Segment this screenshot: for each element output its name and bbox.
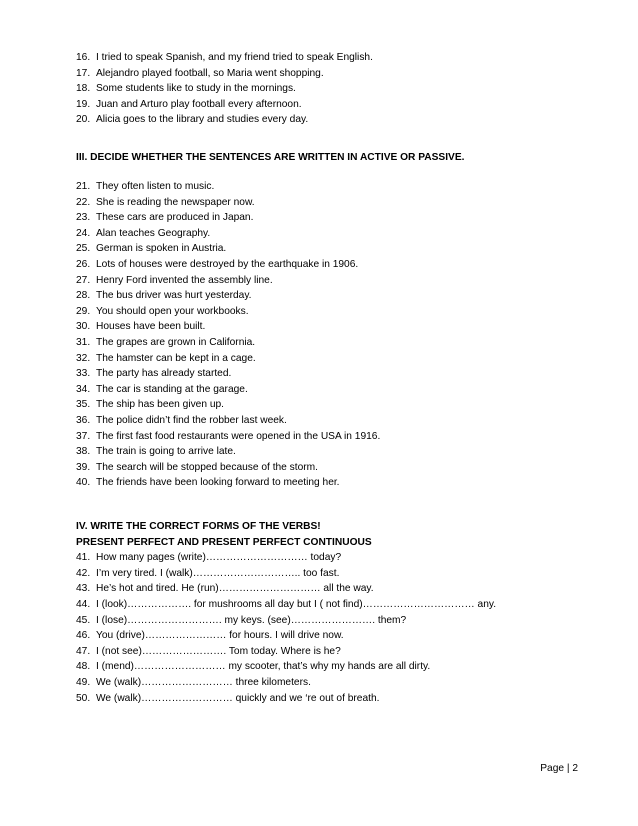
item-text: The ship has been given up. xyxy=(96,399,225,411)
item-text: You should open your workbooks. xyxy=(96,305,249,317)
item-number: 22. xyxy=(76,196,91,208)
list-item xyxy=(76,644,596,660)
item-text: Alejandro played football, so Maria went shopping. xyxy=(96,67,324,79)
item-text: The hamster can be kept in a cage. xyxy=(96,352,256,364)
item-text: The first fast food restaurants were opened in the USA in 1916. xyxy=(96,430,381,442)
list-item xyxy=(76,304,596,320)
item-text: German is spoken in Austria. xyxy=(96,243,227,255)
item-text: How many pages (write)………………………… today? xyxy=(96,552,342,564)
section-heading-active-passive: III. DECIDE WHETHER THE SENTENCES ARE WRITTEN IN ACTIVE OR PASSIVE. xyxy=(76,152,465,163)
item-number: 35. xyxy=(76,399,91,411)
item-text: We (walk)……………………… three kilometers. xyxy=(96,676,311,688)
list-item xyxy=(76,429,596,445)
list-item xyxy=(76,475,596,491)
item-number: 19. xyxy=(76,98,91,110)
item-number: 34. xyxy=(76,383,91,395)
list-item xyxy=(76,50,596,66)
item-text: The car is standing at the garage. xyxy=(96,383,248,395)
list-item xyxy=(76,226,596,242)
item-number: 27. xyxy=(76,274,91,286)
item-number: 26. xyxy=(76,258,91,270)
list-item xyxy=(76,581,596,597)
item-number: 37. xyxy=(76,430,91,442)
item-number: 40. xyxy=(76,477,91,489)
list-item xyxy=(76,628,596,644)
section-heading-verb-forms: IV. WRITE THE CORRECT FORMS OF THE VERBS! xyxy=(76,521,321,532)
item-number: 49. xyxy=(76,676,91,688)
item-number: 24. xyxy=(76,227,91,239)
list-item xyxy=(76,97,596,113)
item-text: Juan and Arturo play football every afternoon. xyxy=(96,98,302,110)
item-number: 50. xyxy=(76,692,91,704)
item-text: The bus driver was hurt yesterday. xyxy=(96,290,252,302)
item-text: I tried to speak Spanish, and my friend tried to speak English. xyxy=(96,52,373,63)
list-item xyxy=(76,273,596,289)
item-number: 25. xyxy=(76,243,91,255)
item-text: Houses have been built. xyxy=(96,321,206,333)
item-text: Henry Ford invented the assembly line. xyxy=(96,274,273,286)
list-item xyxy=(76,351,596,367)
item-text: The train is going to arrive late. xyxy=(96,446,236,458)
item-number: 32. xyxy=(76,352,91,364)
list-item xyxy=(76,81,596,97)
list-item xyxy=(76,659,596,675)
page-number-footer: Page | 2 xyxy=(540,763,578,774)
list-item xyxy=(76,413,596,429)
item-number: 29. xyxy=(76,305,91,317)
list-item xyxy=(76,460,596,476)
item-number: 30. xyxy=(76,321,91,333)
item-number: 33. xyxy=(76,368,91,380)
item-number: 42. xyxy=(76,567,91,579)
item-number: 17. xyxy=(76,67,91,79)
item-number: 39. xyxy=(76,461,91,473)
section-subheading-tenses: PRESENT PERFECT AND PRESENT PERFECT CONTINUOUS xyxy=(76,536,372,548)
list-item xyxy=(76,382,596,398)
item-text: The police didn’t find the robber last week. xyxy=(96,414,287,426)
list-item xyxy=(76,195,596,211)
list-item xyxy=(76,566,596,582)
list-item xyxy=(76,397,596,413)
list-item xyxy=(76,597,596,613)
list-item xyxy=(76,366,596,382)
item-number: 41. xyxy=(76,552,91,564)
item-number: 21. xyxy=(76,181,91,192)
item-number: 38. xyxy=(76,446,91,458)
list-item xyxy=(76,550,596,566)
item-text: The party has already started. xyxy=(96,368,232,380)
item-text: I (lose)………………………. my keys. (see)……………………. them? xyxy=(96,614,407,626)
list-item xyxy=(76,241,596,257)
item-number: 18. xyxy=(76,83,91,95)
item-text: Lots of houses were destroyed by the earthquake in 1906. xyxy=(96,258,359,270)
list-item xyxy=(76,691,596,707)
item-text: Alan teaches Geography. xyxy=(96,227,211,239)
item-number: 16. xyxy=(76,52,91,63)
item-text: Some students like to study in the mornings. xyxy=(96,83,296,95)
exercise-list-verb-forms xyxy=(76,519,596,706)
list-item xyxy=(76,210,596,226)
item-text: You (drive)…………………… for hours. I will drive now. xyxy=(96,630,344,642)
item-text: They often listen to music. xyxy=(96,181,215,192)
exercise-list-continued xyxy=(76,50,596,128)
item-number: 48. xyxy=(76,661,91,673)
item-number: 20. xyxy=(76,114,91,126)
item-number: 44. xyxy=(76,598,91,610)
item-number: 28. xyxy=(76,290,91,302)
item-text: I (mend)……………………… my scooter, that’s why my hands are all dirty. xyxy=(96,661,431,673)
item-text: He’s hot and tired. He (run)………………………… all the way. xyxy=(96,583,374,595)
list-item xyxy=(76,66,596,82)
item-number: 43. xyxy=(76,583,91,595)
item-text: The friends have been looking forward to meeting her. xyxy=(96,477,340,489)
list-item xyxy=(76,675,596,691)
item-number: 45. xyxy=(76,614,91,626)
item-text: The search will be stopped because of the storm. xyxy=(96,461,318,473)
item-number: 46. xyxy=(76,630,91,642)
item-text: These cars are produced in Japan. xyxy=(96,212,254,224)
list-item xyxy=(76,319,596,335)
list-item xyxy=(76,112,596,128)
list-item xyxy=(76,257,596,273)
item-text: We (walk)……………………… quickly and we ‘re out of breath. xyxy=(96,692,380,704)
item-number: 36. xyxy=(76,414,91,426)
list-item xyxy=(76,288,596,304)
item-text: Alicia goes to the library and studies every day. xyxy=(96,114,309,126)
item-text: I (look)………………. for mushrooms all day but I ( not find)…………………………… any. xyxy=(96,598,497,610)
item-text: I’m very tired. I (walk)………………………….. too fast. xyxy=(96,567,340,579)
item-number: 23. xyxy=(76,212,91,224)
exercise-list-active-passive xyxy=(76,179,596,491)
item-number: 31. xyxy=(76,336,91,348)
list-item xyxy=(76,613,596,629)
item-text: The grapes are grown in California. xyxy=(96,336,256,348)
item-text: She is reading the newspaper now. xyxy=(96,196,255,208)
item-number: 47. xyxy=(76,645,91,657)
item-text: I (not see)……………………. Tom today. Where is he? xyxy=(96,645,341,657)
list-item xyxy=(76,444,596,460)
list-item xyxy=(76,335,596,351)
list-item xyxy=(76,179,596,195)
